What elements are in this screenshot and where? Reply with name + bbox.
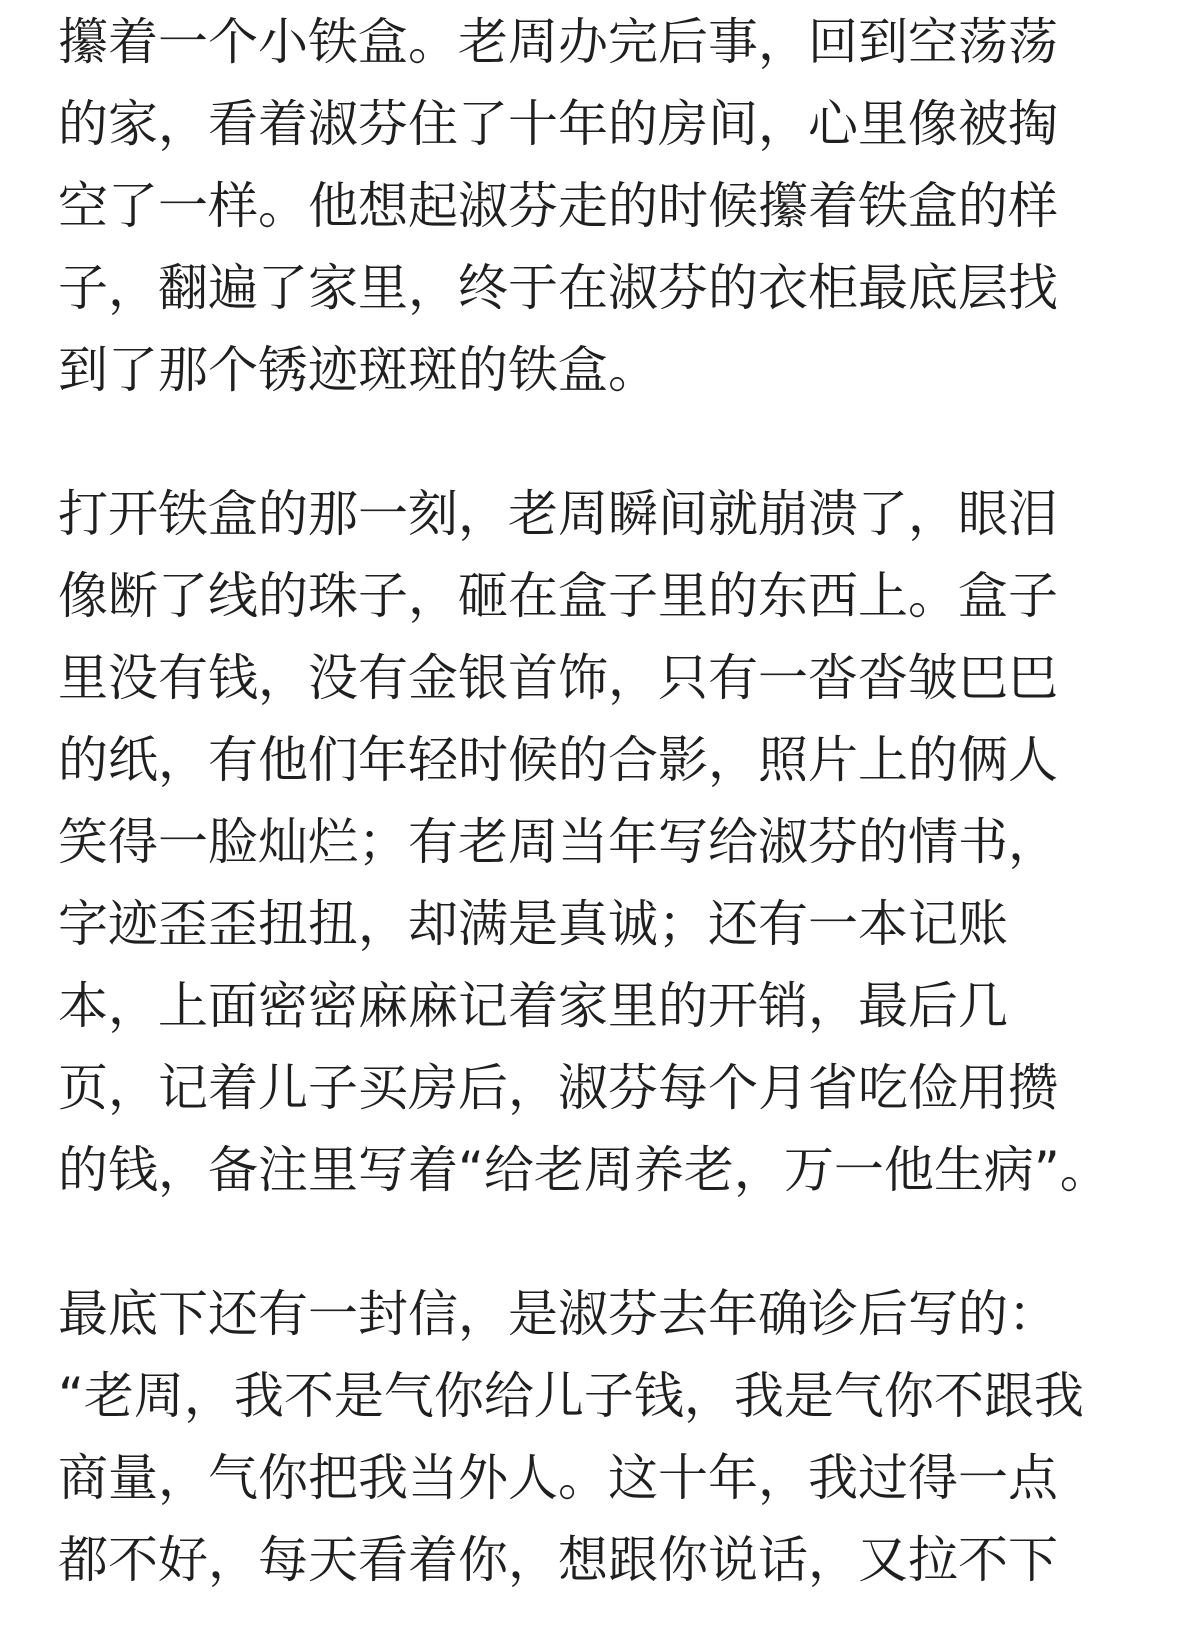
text-line: 的家，看着淑芬住了十年的房间，心里像被掏 bbox=[58, 95, 1058, 153]
text-line: 的钱，备注里写着“给老周养老，万一他生病”。 bbox=[58, 1141, 1110, 1199]
text-line: 都不好，每天看着你，想跟你说话，又拉不下 bbox=[58, 1531, 1058, 1589]
text-line: 像断了线的珠子，砸在盒子里的东西上。盒子 bbox=[58, 567, 1058, 625]
text-line: 的纸，有他们年轻时候的合影，照片上的俩人 bbox=[58, 731, 1058, 789]
text-line: 商量，气你把我当外人。这十年，我过得一点 bbox=[58, 1449, 1058, 1507]
text-line: “老周，我不是气你给儿子钱，我是气你不跟我 bbox=[58, 1367, 1084, 1425]
text-line: 里没有钱，没有金银首饰，只有一沓沓皱巴巴 bbox=[58, 649, 1058, 707]
text-line: 到了那个锈迹斑斑的铁盒。 bbox=[58, 341, 658, 399]
text-line: 打开铁盒的那一刻，老周瞬间就崩溃了，眼泪 bbox=[58, 485, 1058, 543]
text-line: 字迹歪歪扭扭，却满是真诚；还有一本记账 bbox=[58, 895, 1008, 953]
text-line: 本，上面密密麻麻记着家里的开销，最后几 bbox=[58, 977, 1008, 1035]
text-line: 笑得一脸灿烂；有老周当年写给淑芬的情书， bbox=[58, 813, 1058, 871]
text-line: 子，翻遍了家里，终于在淑芬的衣柜最底层找 bbox=[58, 259, 1058, 317]
text-line: 攥着一个小铁盒。老周办完后事，回到空荡荡 bbox=[58, 13, 1058, 71]
text-line: 页，记着儿子买房后，淑芬每个月省吃俭用攒 bbox=[58, 1059, 1058, 1117]
text-line: 最底下还有一封信，是淑芬去年确诊后写的： bbox=[58, 1285, 1058, 1343]
text-line: 空了一样。他想起淑芬走的时候攥着铁盒的样 bbox=[58, 177, 1058, 235]
